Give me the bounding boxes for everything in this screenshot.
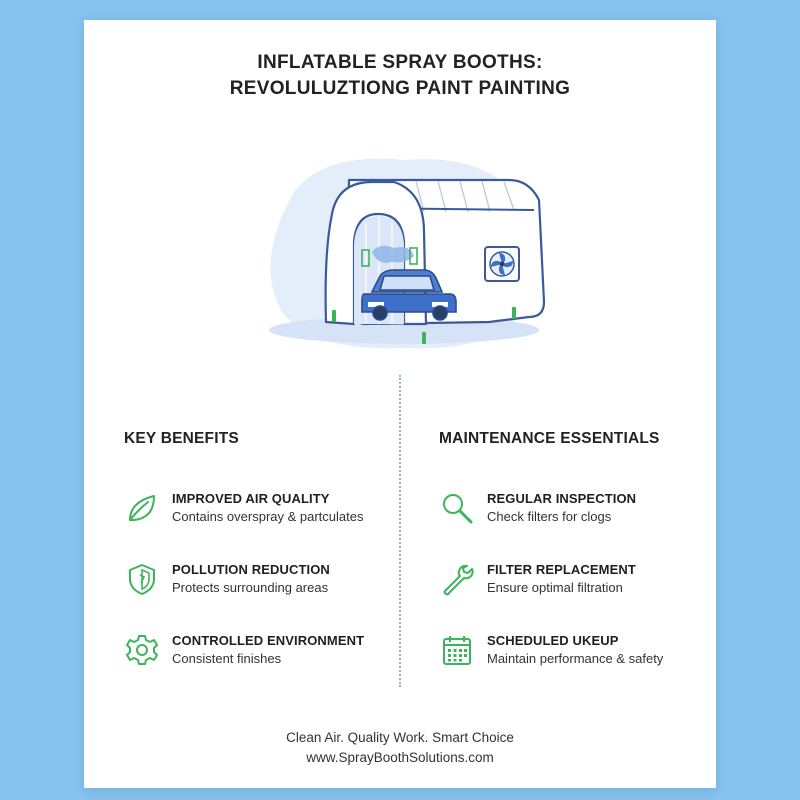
key-benefits-heading: KEY BENEFITS (124, 430, 239, 447)
footer-tagline: Clean Air. Quality Work. Smart Choice (286, 730, 514, 745)
maintenance-title: SCHEDULED UKEUP (487, 633, 619, 648)
leaf-icon (124, 490, 160, 526)
paint-spray (372, 246, 414, 263)
wrench-icon (439, 561, 475, 597)
maintenance-heading: MAINTENANCE ESSENTIALS (439, 430, 660, 447)
shield-icon (124, 561, 160, 597)
footer (84, 728, 716, 768)
inflatable-booth-illustration (254, 152, 554, 357)
infographic-card (84, 20, 716, 788)
title-line-1: INFLATABLE SPRAY BOOTHS: (257, 52, 543, 73)
maintenance-desc: Ensure optimal filtration (487, 580, 623, 595)
benefit-desc: Consistent finishes (172, 651, 282, 666)
benefit-item (124, 488, 384, 532)
maintenance-item (439, 559, 699, 603)
magnifier-icon (439, 490, 475, 526)
column-divider (399, 375, 401, 687)
maintenance-title: REGULAR INSPECTION (487, 491, 637, 506)
maintenance-desc: Check filters for clogs (487, 509, 612, 524)
maintenance-desc: Maintain performance & safety (487, 651, 664, 666)
footer-url: www.SprayBoothSolutions.com (306, 750, 494, 765)
page-title (84, 50, 716, 102)
title-line-2: REVOLULUZTIONG PAINT PAINTING (229, 78, 571, 99)
gear-icon (124, 632, 160, 668)
benefit-desc: Protects surrounding areas (172, 580, 329, 595)
benefit-desc: Contains overspray & partculates (172, 509, 364, 524)
benefit-item (124, 559, 384, 603)
benefit-title: IMPROVED AIR QUALITY (172, 491, 330, 506)
maintenance-title: FILTER REPLACEMENT (487, 562, 636, 577)
maintenance-item (439, 488, 699, 532)
maintenance-item (439, 630, 699, 674)
ventilation-fan (485, 247, 519, 281)
benefit-title: CONTROLLED ENVIRONMENT (172, 633, 365, 648)
calendar-icon (439, 632, 475, 668)
benefit-item (124, 630, 384, 674)
benefit-title: POLLUTION REDUCTION (172, 562, 330, 577)
